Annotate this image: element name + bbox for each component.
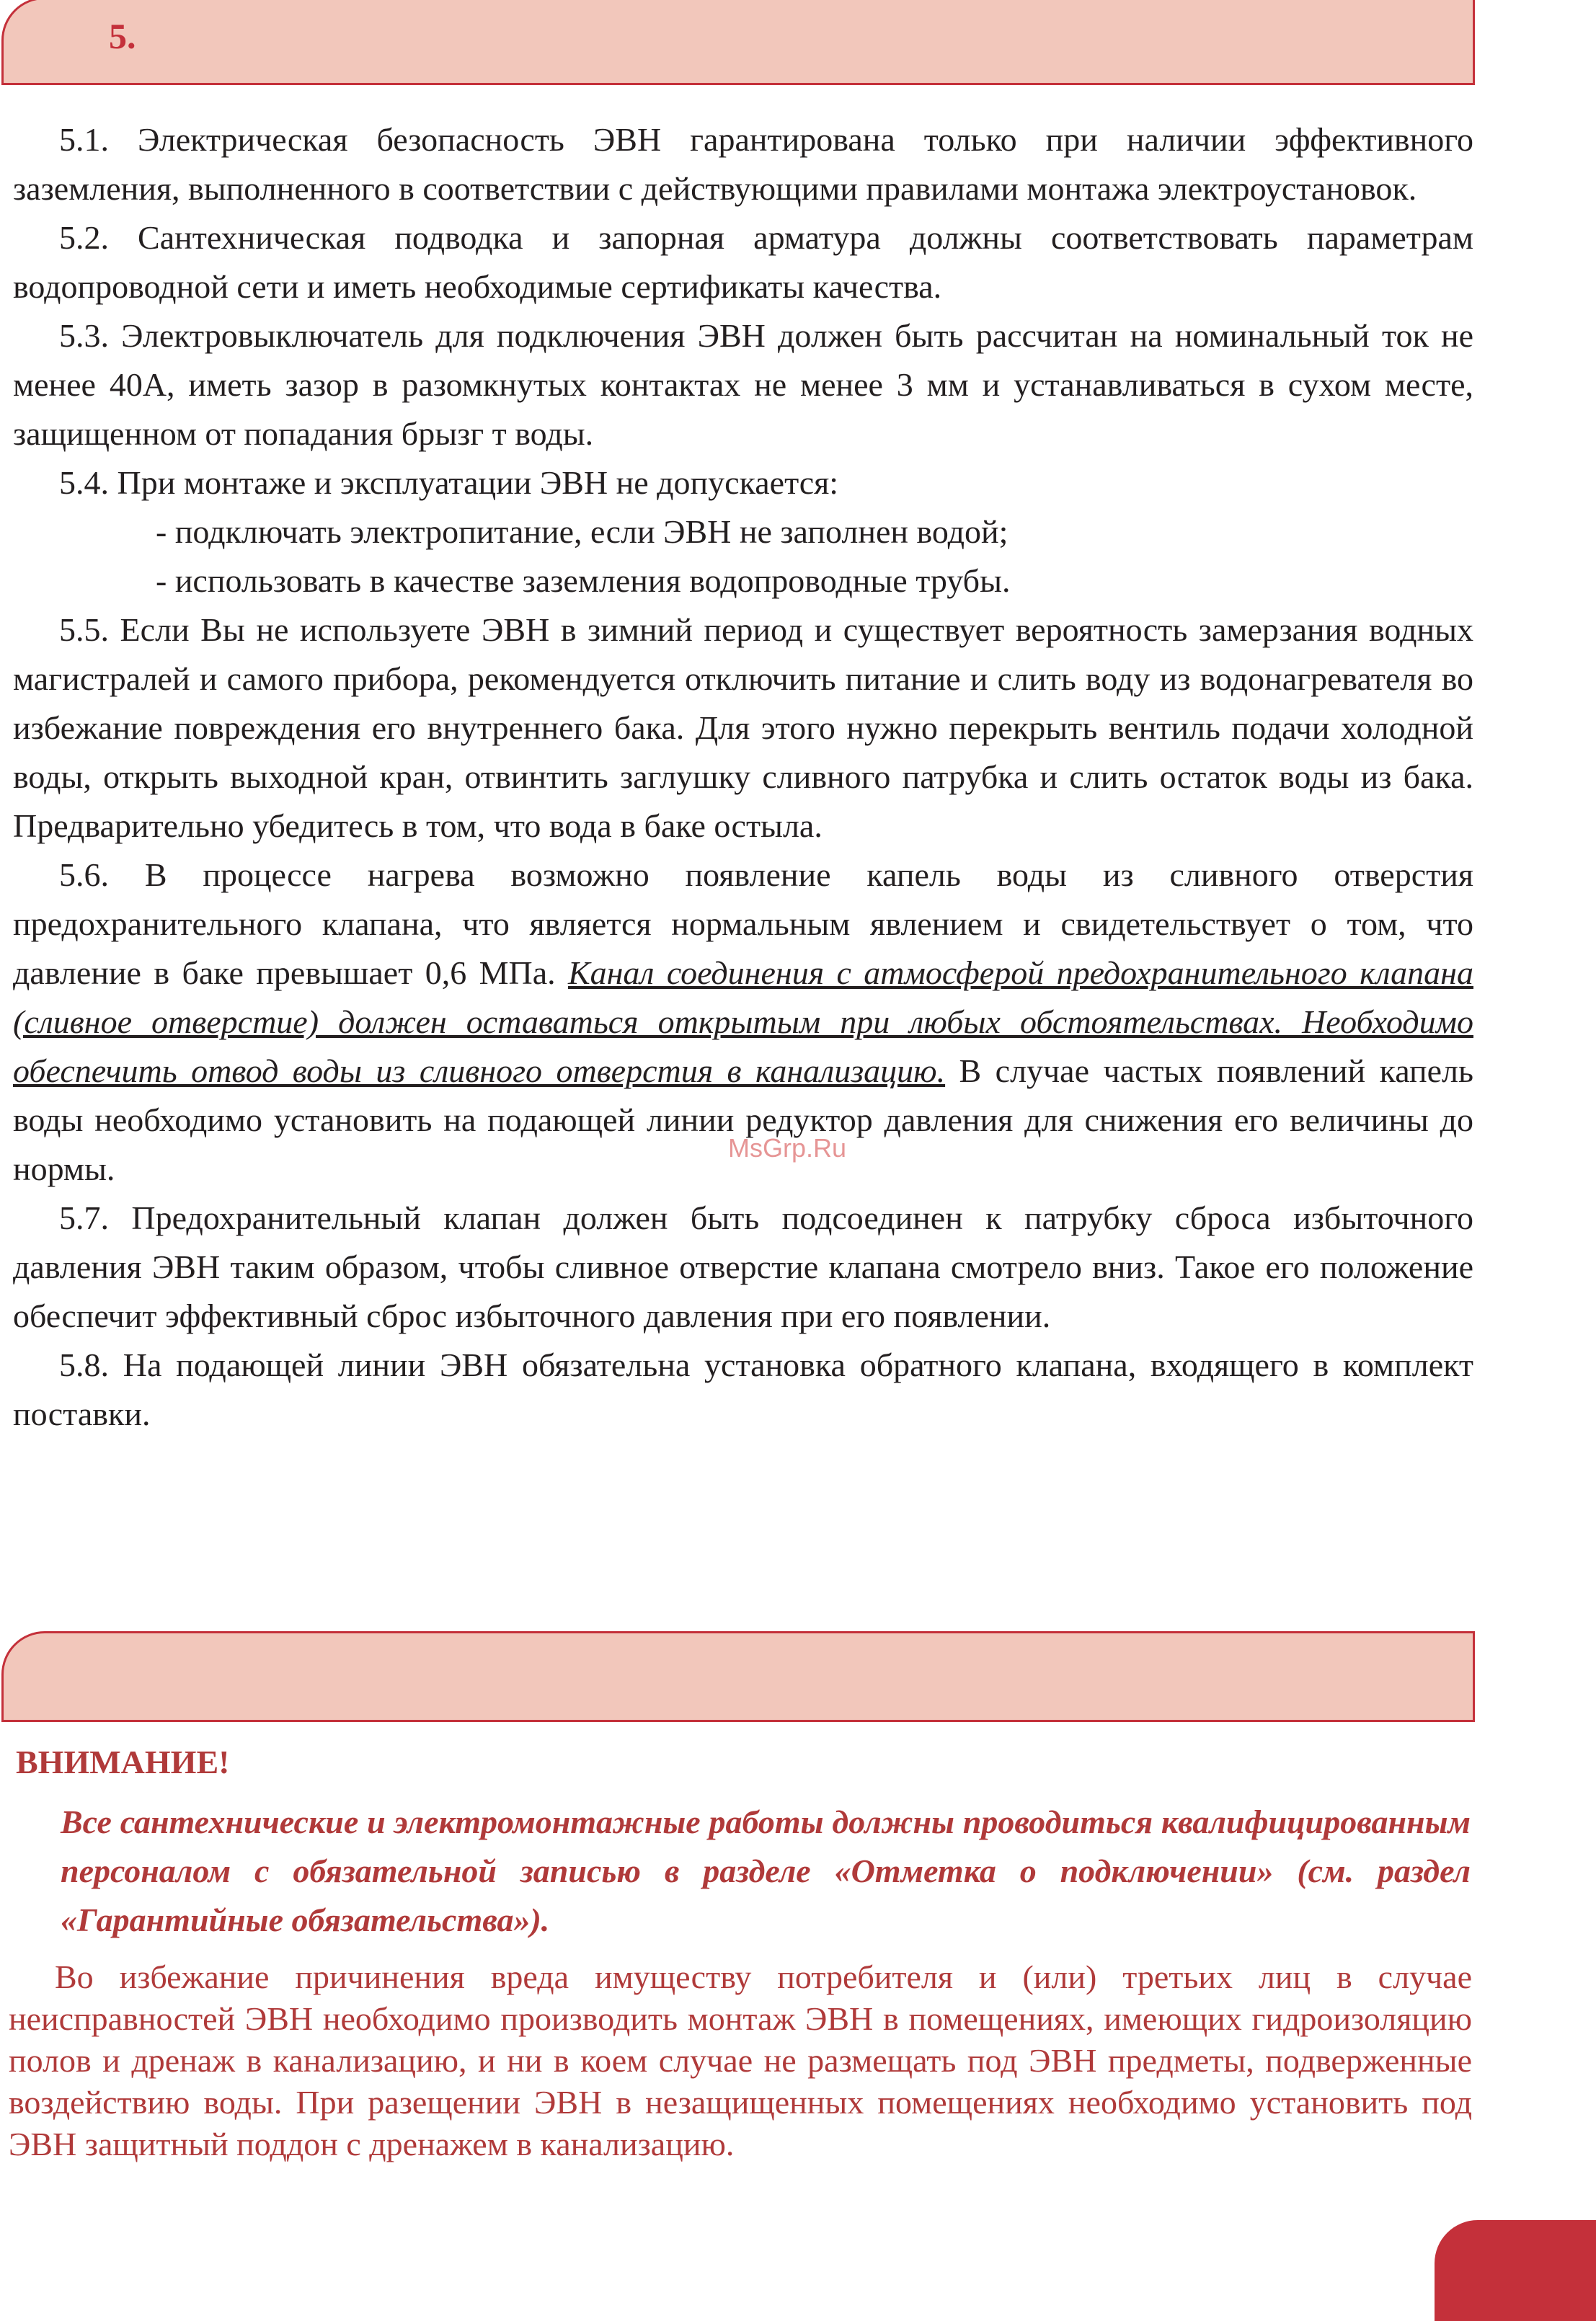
bullet-item: - подключать электропитание, если ЭВН не заполнен водой; xyxy=(156,513,1008,550)
paragraph-5-1: 5.1. Электрическая безопасность ЭВН гарантирована только при наличии эффективного заземления, выполненного в соответствии с действующими правилами монтажа электроустановок. xyxy=(13,121,1473,207)
paragraph-5-6-text-end: В случае частых появлений капель воды необходимо установить на подающей линии редуктор давления для снижения его величины до нормы. xyxy=(13,1052,1473,1187)
attention-banner xyxy=(1,1631,1475,1722)
attention-body: Все сантехнические и электромонтажные работы должны проводиться квалифицированным персоналом с обязательной записью в разделе «Отметка о подключении» (см. раздел «Гарантийные обязательства»). xyxy=(61,1803,1471,1938)
warning-paragraph: Во избежание причинения вреда имуществу потребителя и (или) третьих лиц в случае неисправностей ЭВН необходимо производить монтаж ЭВН в помещениях, имеющих гидроизоляцию полов и дренаж в канализацию, и ни в коем случае не размещать под ЭВН предметы, подверженные воздействию воды. При разещении ЭВН в незащищенных помещениях необходимо установить под ЭВН защитный поддон с дренажем в канализацию. xyxy=(9,1958,1472,2162)
section-number: 5. xyxy=(109,16,136,56)
paragraph-5-3: 5.3. Электровыключатель для подключения ЭВН должен быть рассчитан на номинальный ток не менее 40А, иметь зазор в разомкнутых контактах не менее 3 мм и устанавливаться в сухом месте, защищенном от попадания брызг т воды. xyxy=(13,317,1473,452)
paragraph-5-4: 5.4. При монтаже и эксплуатации ЭВН не допускается: xyxy=(59,464,839,501)
section-header-banner xyxy=(1,0,1475,85)
paragraph-5-6-emphasis: Канал соединения с атмосферой предохранительного клапана (сливное отверстие) должен оставаться открытым при любых обстоятельствах. Необходимо обеспечить отвод воды из сливного отверстия в канализацию. xyxy=(13,954,1473,1089)
attention-title: ВНИМАНИЕ! xyxy=(16,1744,230,1780)
paragraph-5-7: 5.7. Предохранительный клапан должен быть подсоединен к патрубку сброса избыточного давления ЭВН таким образом, чтобы сливное отверстие клапана смотрело вниз. Такое его положение обеспечит эффективный сброс избыточного давления при его появлении. xyxy=(13,1199,1473,1334)
paragraph-5-8: 5.8. На подающей линии ЭВН обязательна установка обратного клапана, входящего в комплект поставки. xyxy=(13,1346,1473,1432)
main-content xyxy=(13,115,1473,1439)
paragraph-5-6-text: 5.6. В процессе нагрева возможно появление капель воды из сливного отверстия предохранительного клапана, что является нормальным явлением и свидетельствует о том, что давление в баке превышает 0,6 МПа. xyxy=(13,856,1473,991)
paragraph-5-5: 5.5. Если Вы не используете ЭВН в зимний период и существует вероятность замерзания водных магистралей и самого прибора, рекомендуется отключить питание и слить воду из водонагревателя во избежание повреждения его внутреннего бака. Для этого нужно перекрыть вентиль подачи холодной воды, открыть выходной кран, отвинтить заглушку сливного патрубка и слить остаток воды из бака. Предварительно убедитесь в том, что вода в баке остыла. xyxy=(13,611,1473,844)
bullet-item: - использовать в качестве заземления водопроводные трубы. xyxy=(156,562,1011,599)
paragraph-5-2: 5.2. Сантехническая подводка и запорная арматура должны соответствовать параметрам водопроводной сети и иметь необходимые сертификаты качества. xyxy=(13,219,1473,305)
watermark: MsGrp.Ru xyxy=(728,1133,847,1163)
page-corner-tab xyxy=(1435,2220,1596,2321)
